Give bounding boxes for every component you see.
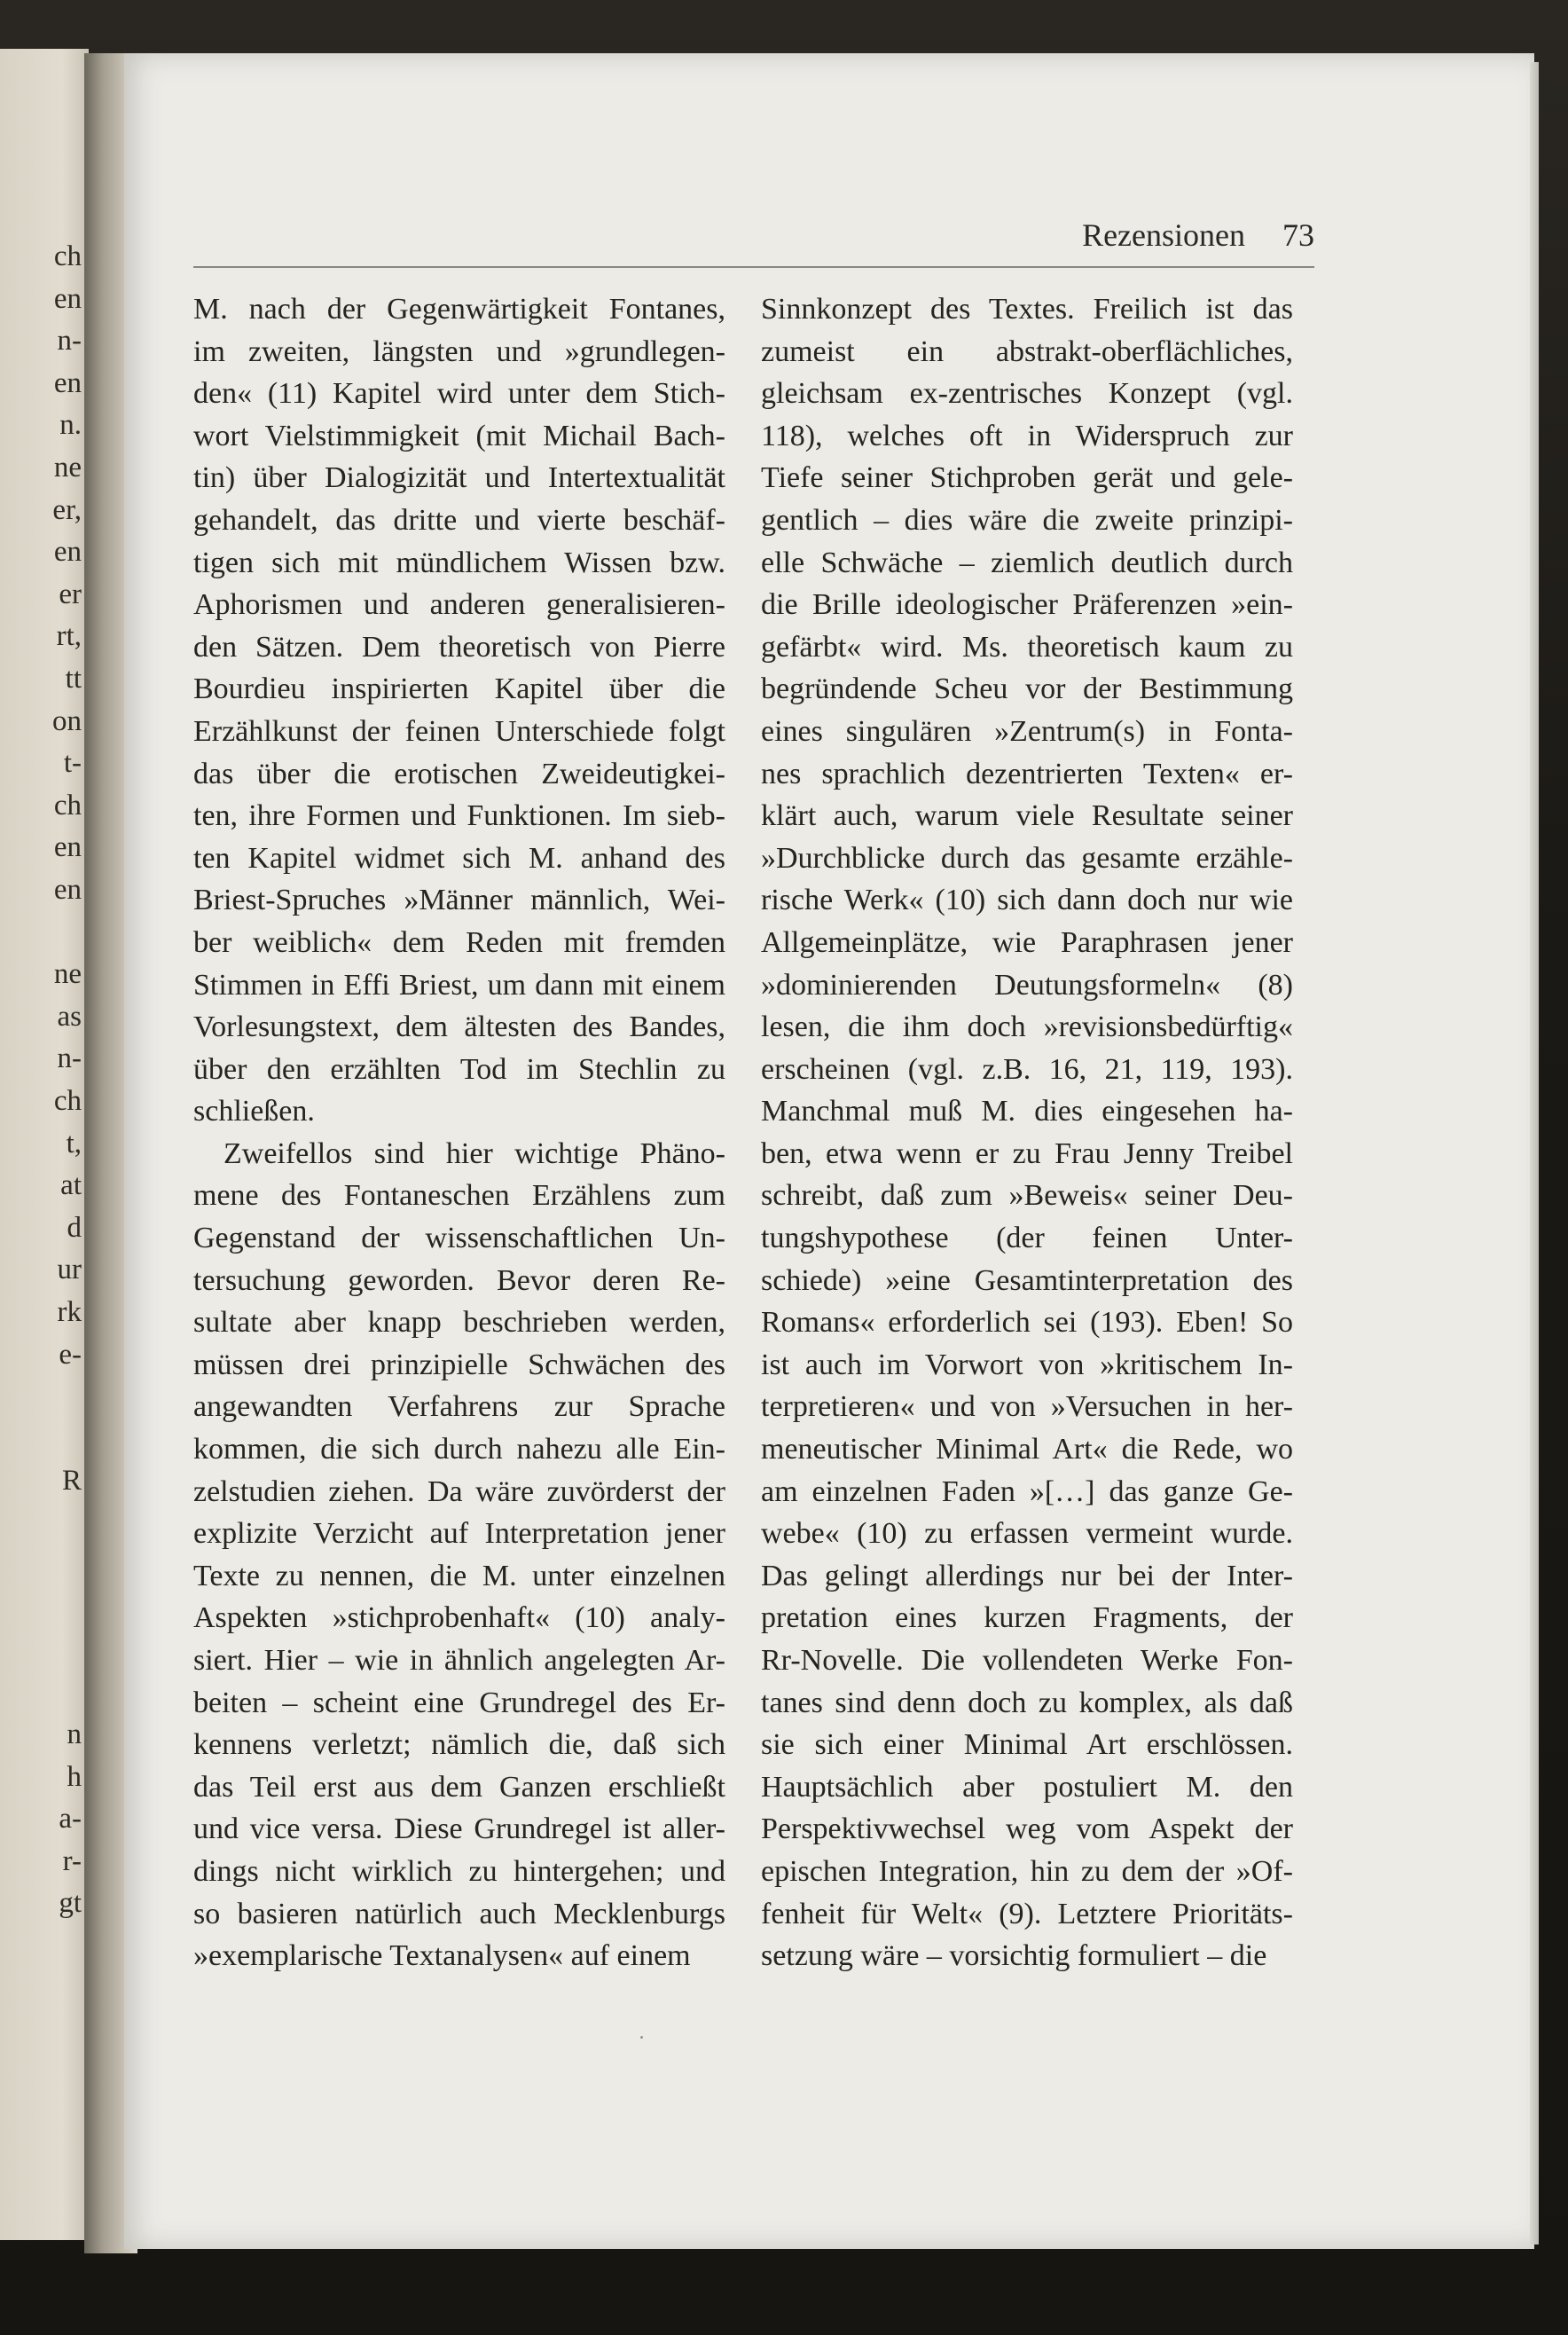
text-line: gefärbt« wird. Ms. theoretisch kaum zu [761, 630, 1293, 664]
left-page-fragment: t- [63, 747, 82, 780]
text-line: setzung wäre – vorsichtig formuliert – die [761, 1939, 1267, 1973]
text-line: Das gelingt allerdings nur bei der Inter- [761, 1559, 1293, 1592]
text-line: wort Vielstimmigkeit (mit Michail Bach- [193, 419, 725, 452]
text-line: zumeist ein abstrakt-oberflächliches, [761, 334, 1293, 368]
left-page-fragment: er [59, 578, 82, 610]
left-page-fragment: R [61, 1465, 82, 1498]
text-line: dings nicht wirklich zu hintergehen; und [193, 1854, 725, 1888]
text-line: gentlich – dies wäre die zweite prinzipi- [761, 503, 1293, 537]
text-line: Briest-Spruches »Männer männlich, Wei- [193, 884, 725, 917]
text-line: so basieren natürlich auch Mecklenburgs [193, 1897, 725, 1930]
text-line: tersuchung geworden. Bevor deren Re- [193, 1263, 725, 1297]
text-line: gehandelt, das dritte und vierte beschäf- [193, 503, 725, 537]
text-line: gleichsam ex-zentrisches Konzept (vgl. [761, 377, 1293, 411]
text-line: ber weiblich« dem Reden mit fremden [193, 925, 725, 959]
text-line: ten, ihre Formen und Funktionen. Im sieb- [193, 799, 725, 833]
text-line: begründende Scheu vor der Bestimmung [761, 672, 1293, 706]
text-line: Zweifellos sind hier wichtige Phäno- [223, 1136, 725, 1170]
text-line: Texte zu nennen, die M. unter einzelnen [193, 1559, 725, 1592]
text-line: Sinnkonzept des Textes. Freilich ist das [761, 293, 1293, 326]
left-page-fragment: n [67, 1718, 82, 1750]
text-line: 118), welches oft in Widerspruch zur [761, 419, 1293, 452]
left-page-fragment: ch [53, 240, 82, 272]
left-page-fragment: tt [65, 663, 82, 695]
left-page-fragment: t, [66, 1127, 82, 1160]
text-line: ten Kapitel widmet sich M. anhand des [193, 841, 725, 875]
text-line: schiede) »eine Gesamtinterpretation des [761, 1263, 1293, 1297]
text-line: beiten – scheint eine Grundregel des Er- [193, 1686, 725, 1719]
text-line: Romans« erforderlich sei (193). Eben! So [761, 1306, 1293, 1340]
text-line: meneutischer Minimal Art« die Rede, wo [761, 1433, 1293, 1466]
text-line: sultate aber knapp beschrieben werden, [193, 1306, 725, 1340]
section-title: Rezensionen [1082, 217, 1245, 253]
text-line: den« (11) Kapitel wird unter dem Stich- [193, 377, 725, 411]
text-line: die Brille ideologischer Präferenzen »ein- [761, 588, 1293, 622]
text-line: tungshypothese (der feinen Unter- [761, 1222, 1293, 1255]
left-page-fragment: en [53, 282, 82, 315]
left-page-fragment: on [52, 704, 82, 737]
left-page-fragment: ne [53, 452, 82, 484]
left-page-fragment: ch [53, 1085, 82, 1117]
left-page-fragment: r- [62, 1844, 82, 1877]
left-page-fragment: h [67, 1760, 82, 1793]
text-line: mene des Fontaneschen Erzählens zum [193, 1179, 725, 1213]
text-line: Bourdieu inspirierten Kapitel über die [193, 672, 725, 706]
left-page-fragment: a- [59, 1803, 82, 1836]
text-line: kommen, die sich durch nahezu alle Ein- [193, 1433, 725, 1466]
text-column-left [193, 288, 725, 1977]
left-page-fragment: en [53, 831, 82, 864]
text-line: erscheinen (vgl. z.B. 16, 21, 119, 193). [761, 1052, 1293, 1086]
text-line: am einzelnen Faden »[…] das ganze Ge- [761, 1474, 1293, 1508]
text-line: Aspekten »stichprobenhaft« (10) analy- [193, 1601, 725, 1635]
text-line: das Teil erst aus dem Ganzen erschließt [193, 1770, 725, 1804]
text-line: und vice versa. Diese Grundregel ist aller- [193, 1812, 725, 1846]
left-page-fragment: en [53, 536, 82, 569]
text-line: Aphorismen und anderen generalisieren- [193, 588, 725, 622]
text-line: schließen. [193, 1095, 315, 1128]
left-page-fragment: ur [57, 1254, 82, 1286]
text-line: den Sätzen. Dem theoretisch von Pierre [193, 630, 725, 664]
left-page-fragment: rt, [56, 620, 82, 653]
text-line: Manchmal muß M. dies eingesehen ha- [761, 1095, 1293, 1128]
text-line: das über die erotischen Zweideutigkei- [193, 757, 725, 790]
left-page-fragment: er, [52, 493, 82, 526]
text-line: lesen, die ihm doch »revisionsbedürftig« [761, 1010, 1293, 1044]
left-page-edge [0, 49, 89, 2240]
text-line: pretation eines kurzen Fragments, der [761, 1601, 1293, 1635]
text-line: rische Werk« (10) sich dann doch nur wie [761, 884, 1293, 917]
text-column-right [761, 288, 1293, 1977]
left-page-fragment: e- [59, 1338, 82, 1371]
left-page-fragment: ch [53, 789, 82, 822]
text-line: Erzählkunst der feinen Unterschiede folgt [193, 714, 725, 748]
text-line: Gegenstand der wissenschaftlichen Un- [193, 1222, 725, 1255]
left-page-fragment: n- [57, 325, 82, 358]
text-line: sie sich einer Minimal Art erschlössen. [761, 1728, 1293, 1762]
text-line: über den erzählten Tod im Stechlin zu [193, 1052, 725, 1086]
text-line: ist auch im Vorwort von »kritischem In- [761, 1348, 1293, 1381]
text-line: nes sprachlich dezentrierten Texten« er- [761, 757, 1293, 790]
text-line: Stimmen in Effi Briest, um dann mit einem [193, 968, 725, 1002]
text-line: schreibt, daß zum »Beweis« seiner Deu- [761, 1179, 1293, 1213]
left-page-fragment: at [60, 1169, 82, 1202]
running-head [193, 211, 1314, 268]
text-line: fenheit für Welt« (9). Letztere Prioritäts- [761, 1897, 1293, 1930]
text-line: siert. Hier – wie in ähnlich angelegten Ar- [193, 1644, 725, 1677]
text-line: terpretieren« und von »Versuchen in her- [761, 1390, 1293, 1424]
text-line: Allgemeinplätze, wie Paraphrasen jener [761, 925, 1293, 959]
text-line: webe« (10) zu erfassen vermeint wurde. [761, 1517, 1293, 1551]
text-line: M. nach der Gegenwärtigkeit Fontanes, [193, 293, 725, 326]
text-line: klärt auch, warum viele Resultate seiner [761, 799, 1293, 833]
text-line: elle Schwäche – ziemlich deutlich durch [761, 546, 1293, 579]
text-line: eines singulären »Zentrum(s) in Fonta- [761, 714, 1293, 748]
left-page-fragment: n- [57, 1042, 82, 1075]
text-line: Hauptsächlich aber postuliert M. den [761, 1770, 1293, 1804]
text-line: tin) über Dialogizität und Intertextualität [193, 461, 725, 495]
text-line: Tiefe seiner Stichproben gerät und gele- [761, 461, 1293, 495]
text-line: »exemplarische Textanalysen« auf einem [193, 1939, 691, 1973]
left-page-fragment: as [57, 1000, 82, 1033]
paper-speck [640, 2036, 643, 2039]
left-page-fragment: en [53, 366, 82, 399]
left-page-fragment: ne [53, 958, 82, 991]
page-number: 73 [1282, 217, 1314, 253]
page-edge [1530, 62, 1539, 2245]
left-page-fragment: n. [59, 409, 82, 442]
text-line: müssen drei prinzipielle Schwächen des [193, 1348, 725, 1381]
left-page-fragment: rk [57, 1296, 82, 1328]
text-line: tigen sich mit mündlichem Wissen bzw. [193, 546, 725, 579]
text-line: zelstudien ziehen. Da wäre zuvörderst der [193, 1474, 725, 1508]
text-line: Rr-Novelle. Die vollendeten Werke Fon- [761, 1644, 1293, 1677]
left-page-fragment: d [67, 1211, 82, 1244]
text-line: epischen Integration, hin zu dem der »Of- [761, 1854, 1293, 1888]
text-line: angewandten Verfahrens zur Sprache [193, 1390, 725, 1424]
text-line: tanes sind denn doch zu komplex, als daß [761, 1686, 1293, 1719]
left-page-fragment: en [53, 874, 82, 906]
left-page-fragment: gt [59, 1887, 82, 1920]
text-line: im zweiten, längsten und »grundlegen- [193, 334, 725, 368]
text-line: ben, etwa wenn er zu Frau Jenny Treibel [761, 1136, 1293, 1170]
text-line: »Durchblicke durch das gesamte erzähle- [761, 841, 1293, 875]
text-line: »dominierenden Deutungsformeln« (8) [761, 968, 1293, 1002]
text-line: Perspektivwechsel weg vom Aspekt der [761, 1812, 1293, 1846]
text-line: kennens verletzt; nämlich die, daß sich [193, 1728, 725, 1762]
text-line: explizite Verzicht auf Interpretation jener [193, 1517, 725, 1551]
text-line: Vorlesungstext, dem ältesten des Bandes, [193, 1010, 725, 1044]
